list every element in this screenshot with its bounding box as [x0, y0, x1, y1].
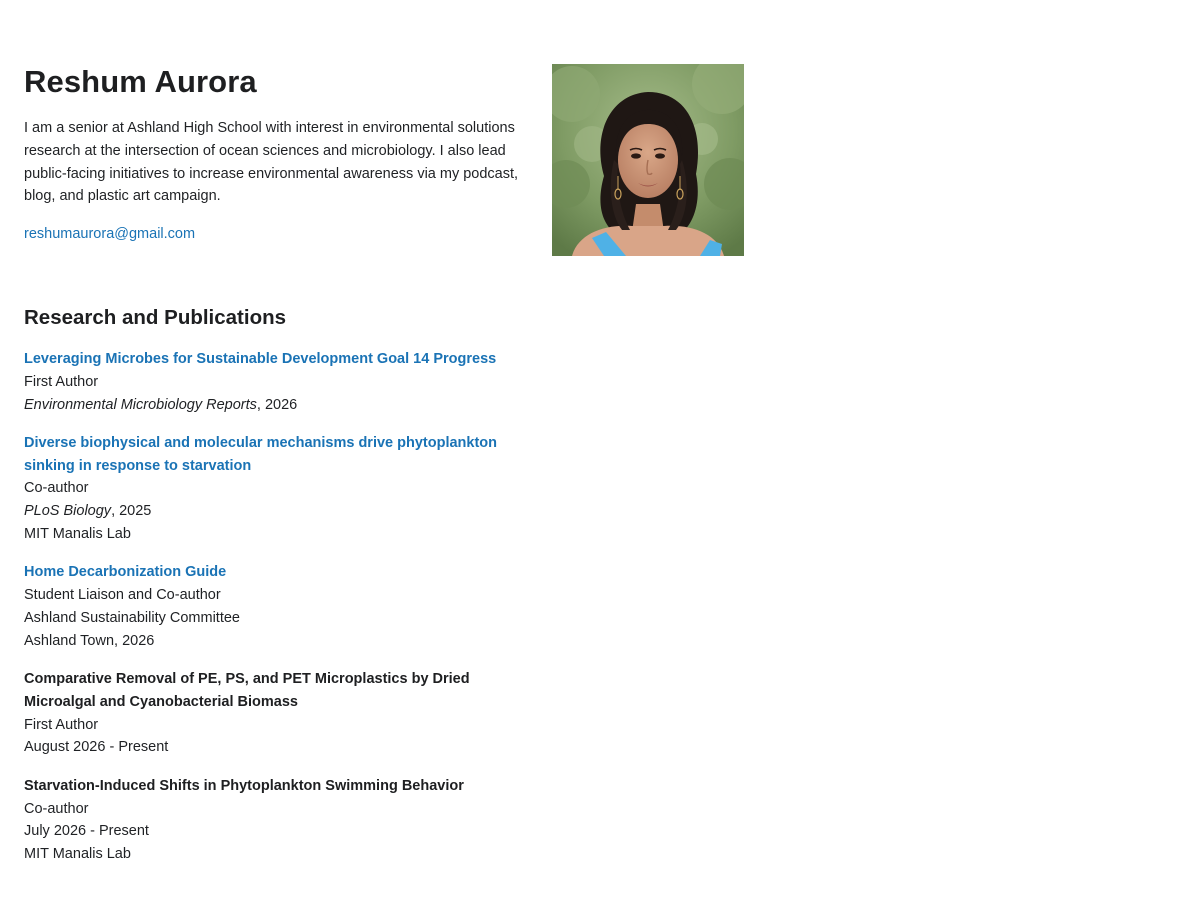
- publication-item: [24, 668, 544, 759]
- publication-date: Ashland Town, 2026: [24, 632, 155, 649]
- email-link[interactable]: reshumaurora@gmail.com: [24, 226, 196, 243]
- publication-role: Co-author: [24, 800, 89, 817]
- publication-item: [24, 775, 544, 866]
- publication-item: [24, 432, 544, 546]
- portrait-image: [552, 64, 744, 256]
- publication-lab: MIT Manalis Lab: [24, 846, 131, 863]
- profile-photo: [552, 64, 744, 256]
- publication-venue-line: [24, 394, 544, 417]
- publication-title-link[interactable]: Diverse biophysical and molecular mechanisms drive phytoplankton sinking in response to starvation: [24, 434, 498, 474]
- publication-title-link[interactable]: Leveraging Microbes for Sustainable Development Goal 14 Progress: [24, 351, 497, 367]
- publication-role: Student Liaison and Co-author: [24, 587, 221, 604]
- research-section: [24, 306, 544, 881]
- publication-date: July 2026 - Present: [24, 823, 149, 840]
- publication-year: , 2025: [111, 503, 152, 520]
- publication-venue-line: [24, 500, 544, 523]
- publication-org: Ashland Sustainability Committee: [24, 609, 240, 626]
- publication-title-link[interactable]: Home Decarbonization Guide: [24, 564, 227, 581]
- publication-role: First Author: [24, 373, 99, 390]
- publication-title: Starvation-Induced Shifts in Phytoplankton Swimming Behavior: [24, 777, 464, 794]
- publication-lab: MIT Manalis Lab: [24, 526, 131, 543]
- profile-header: [24, 64, 524, 244]
- publication-list: [24, 348, 544, 866]
- publication-role: Co-author: [24, 480, 89, 497]
- publication-title: Comparative Removal of PE, PS, and PET Microplastics by Dried Microalgal and Cyanobacterial Biomass: [24, 671, 470, 710]
- publication-date: August 2026 - Present: [24, 739, 169, 756]
- profile-name: Reshum Aurora: [24, 64, 257, 99]
- publication-venue: Environmental Microbiology Reports: [24, 396, 257, 413]
- publication-item: [24, 561, 544, 652]
- publication-item: [24, 348, 544, 416]
- publication-role: First Author: [24, 716, 99, 733]
- publication-year: , 2026: [256, 396, 298, 413]
- publication-venue: PLoS Biology: [24, 503, 112, 520]
- section-title: Research and Publications: [24, 306, 287, 329]
- profile-bio: I am a senior at Ashland High School with interest in environmental solutions research at the intersection of ocean sciences and microbiology. I also lead public-facing initiatives to increase environmental awareness via my podcast, blog, and plastic art campaign.: [24, 120, 519, 205]
